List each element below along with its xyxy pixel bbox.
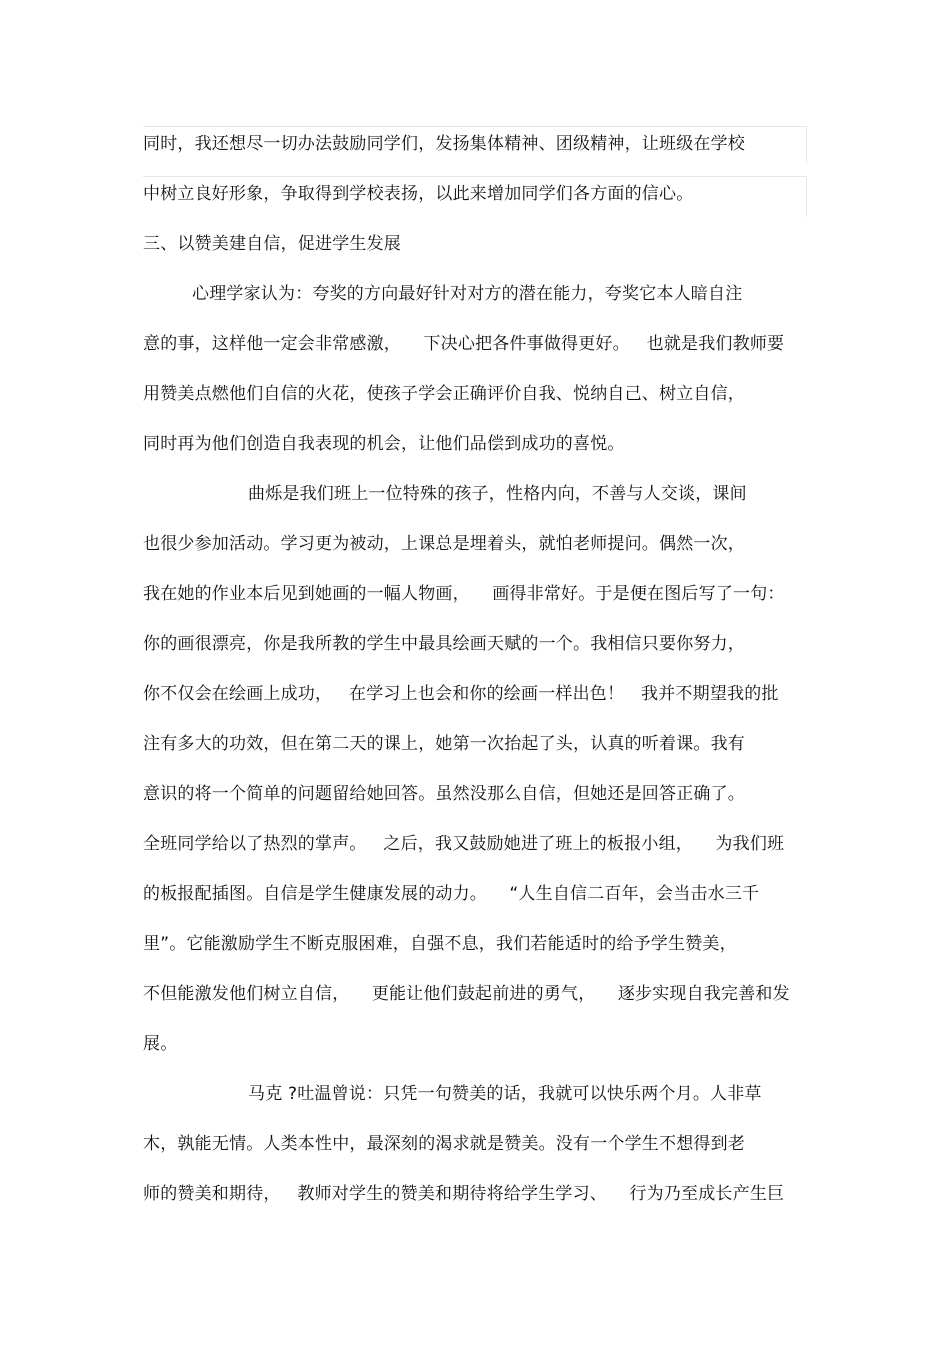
text-line: 里”。它能激励学生不断克服困难，自强不息，我们若能适时的给予学生赞美， [143,934,737,954]
text-line: 同时，我还想尽一切办法鼓励同学们，发扬集体精神、团级精神，让班级在学校 [143,134,745,154]
text-line: 意的事，这样他一定会非常感激， 下决心把各件事做得更好。 也就是我们教师要 [143,334,785,354]
text-line: 注有多大的功效，但在第二天的课上，她第一次抬起了头，认真的听着课。我有 [143,734,745,754]
text-line: 马克 ?吐温曾说：只凭一句赞美的话，我就可以快乐两个月。人非草 [248,1084,762,1104]
text-line: 全班同学给以了热烈的掌声。 之后，我又鼓励她进了班上的板报小组， 为我们班 [143,834,785,854]
text-line: 我在她的作业本后见到她画的一幅人物画， 画得非常好。于是便在图后写了一句： [143,584,785,604]
text-line: 的板报配插图。自信是学生健康发展的动力。 “人生自信二百年，会当击水三千 [143,884,760,904]
text-line: 用赞美点燃他们自信的火花，使孩子学会正确评价自我、悦纳自己、树立自信， [143,384,745,404]
text-line: 中树立良好形象，争取得到学校表扬，以此来增加同学们各方面的信心。 [143,184,694,204]
text-line: 木，孰能无情。人类本性中，最深刻的渴求就是赞美。没有一个学生不想得到老 [143,1134,745,1154]
text-line: 不但能激发他们树立自信， 更能让他们鼓起前进的勇气， 逐步实现自我完善和发 [143,984,790,1004]
text-line: 同时再为他们创造自我表现的机会，让他们品偿到成功的喜悦。 [143,434,625,454]
text-line: 师的赞美和期待， 教师对学生的赞美和期待将给学生学习、 行为乃至成长产生巨 [143,1184,785,1204]
section-heading: 三、以赞美建自信，促进学生发展 [143,234,401,254]
text-line: 意识的将一个简单的问题留给她回答。虽然没那么自信，但她还是回答正确了。 [143,784,745,804]
text-line: 也很少参加活动。学习更为被动，上课总是埋着头，就怕老师提问。偶然一次， [143,534,745,554]
text-line: 展。 [143,1034,178,1054]
text-line: 你的画很漂亮，你是我所教的学生中最具绘画天赋的一个。我相信只要你努力， [143,634,745,654]
text-line: 你不仅会在绘画上成功， 在学习上也会和你的绘画一样出色！ 我并不期望我的批 [143,684,779,704]
text-line: 曲烁是我们班上一位特殊的孩子，性格内向，不善与人交谈，课间 [248,484,747,504]
text-line: 心理学家认为：夸奖的方向最好针对对方的潜在能力，夸奖它本人暗自注 [192,284,743,304]
